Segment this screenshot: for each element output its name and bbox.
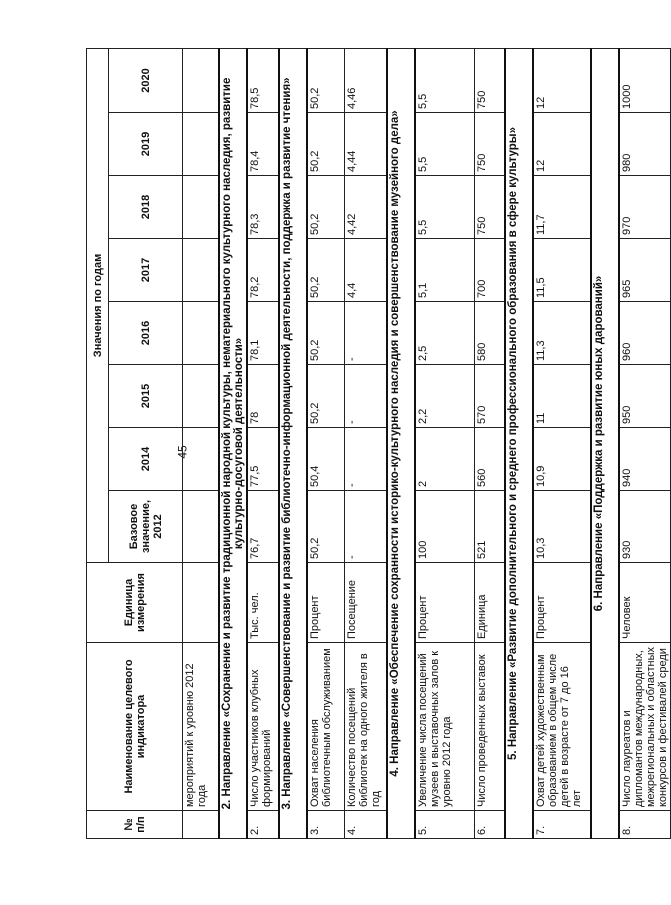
cell-value (183, 365, 219, 428)
header-year: 2018 (109, 176, 183, 239)
section-title: 3. Направление «Совершенствование и развитие библиотечно-информационной деятельности, поддержка и развитие чтения» (279, 48, 307, 838)
cell-value: 78,3 (247, 176, 279, 239)
table-row (475, 48, 505, 838)
cell-unit (183, 563, 219, 643)
cell-value: 50,2 (307, 113, 345, 176)
cell-value: 50,4 (307, 428, 345, 491)
cell-value: 1000 (619, 48, 671, 112)
cell-value: 11,7 (533, 176, 591, 239)
cell-value: 11,5 (533, 239, 591, 302)
header-year: 2017 (109, 239, 183, 302)
cell-num: 6. (475, 811, 505, 839)
section-row (387, 48, 415, 838)
cell-base: 930 (619, 491, 671, 563)
cell-name: Охват населения библиотечным обслуживанием (307, 643, 345, 811)
cell-value: 4,44 (345, 113, 387, 176)
section-row (279, 48, 307, 838)
header-num: № п/п (87, 811, 183, 839)
cell-value: 12 (533, 113, 591, 176)
cell-value (183, 239, 219, 302)
table-header (87, 48, 183, 838)
cell-name: Охват детей художественным образованием в общем числе детей в возрасте от 7 до 16 лет (533, 643, 591, 811)
cell-num: 8. (619, 811, 671, 839)
cell-unit: Процент (307, 563, 345, 643)
cell-base: 50,2 (307, 491, 345, 563)
cell-name: Количество посещений библиотек на одного жителя в год (345, 643, 387, 811)
header-values: Значения по годам (87, 48, 109, 562)
cell-name: Число лауреатов и дипломантов международных, межрегиональных и областных конкурсов и фестивалей среди (619, 643, 671, 811)
section-row (219, 48, 247, 838)
cell-value: 78 (247, 365, 279, 428)
cell-value: 78,5 (247, 48, 279, 112)
table-row (415, 48, 475, 838)
cell-value: - (345, 428, 387, 491)
cell-value (183, 302, 219, 365)
cell-value: 700 (475, 239, 505, 302)
cell-value (183, 176, 219, 239)
cell-unit: Посещение (345, 563, 387, 643)
cell-value: 970 (619, 176, 671, 239)
cell-value: 570 (475, 365, 505, 428)
section-title: 4. Направление «Обеспечение сохранности историко-культурного наследия и совершенствование музейного дела» (387, 48, 415, 838)
cell-value: - (345, 302, 387, 365)
table-row (307, 48, 345, 838)
table-row (183, 48, 219, 838)
cell-base (183, 491, 219, 563)
cell-value: 960 (619, 302, 671, 365)
header-year: 2016 (109, 302, 183, 365)
cell-value: 980 (619, 113, 671, 176)
cell-value: 750 (475, 113, 505, 176)
cell-value: 4,4 (345, 239, 387, 302)
cell-name: Увеличение числа посещений музеев и выставочных залов к уровню 2012 года (415, 643, 475, 811)
cell-unit: Единица (475, 563, 505, 643)
table-row (533, 48, 591, 838)
cell-value: 5,5 (415, 176, 475, 239)
header-base: Базовое значение, 2012 (109, 491, 183, 563)
cell-base: 100 (415, 491, 475, 563)
cell-name: Число проведенных выставок (475, 643, 505, 811)
cell-value: 78,4 (247, 113, 279, 176)
cell-value: 10,9 (533, 428, 591, 491)
cell-value: 580 (475, 302, 505, 365)
cell-value: 5,5 (415, 113, 475, 176)
cell-base: 521 (475, 491, 505, 563)
cell-value: 950 (619, 365, 671, 428)
cell-value (183, 113, 219, 176)
cell-unit: Процент (415, 563, 475, 643)
section-title: 5. Направление «Развитие дополнительного и среднего профессионального образования в сфере культуры» (505, 48, 533, 838)
cell-value: - (345, 365, 387, 428)
cell-value: 5,1 (415, 239, 475, 302)
cell-name: мероприятий к уровню 2012 года (183, 643, 219, 811)
cell-unit: Тыс. чел. (247, 563, 279, 643)
header-name: Наименование целевого индикатора (87, 643, 183, 811)
cell-unit: Человек (619, 563, 671, 643)
section-row (591, 48, 619, 838)
header-unit: Единица измерения (87, 563, 183, 643)
cell-value: 78,2 (247, 239, 279, 302)
cell-value: 50,2 (307, 48, 345, 112)
header-year: 2019 (109, 113, 183, 176)
cell-value: 50,2 (307, 365, 345, 428)
cell-value: 50,2 (307, 239, 345, 302)
cell-value: 2,2 (415, 365, 475, 428)
cell-value: 965 (619, 239, 671, 302)
table-body (183, 48, 671, 838)
cell-value: 77,5 (247, 428, 279, 491)
cell-value (183, 48, 219, 112)
cell-num: 2. (247, 811, 279, 839)
cell-name: Число участников клубных формирований (247, 643, 279, 811)
rotated-page-content (86, 49, 669, 839)
cell-value: 560 (475, 428, 505, 491)
cell-num: 5. (415, 811, 475, 839)
cell-value: 12 (533, 48, 591, 112)
table-row (619, 48, 671, 838)
cell-num: 3. (307, 811, 345, 839)
cell-value: 4,46 (345, 48, 387, 112)
cell-base: 10,3 (533, 491, 591, 563)
cell-value: 750 (475, 176, 505, 239)
cell-value: 2,5 (415, 302, 475, 365)
page-number: 45 (175, 445, 190, 459)
cell-value: 50,2 (307, 302, 345, 365)
header-year: 2014 (109, 428, 183, 491)
cell-base: - (345, 491, 387, 563)
cell-value: 11,3 (533, 302, 591, 365)
section-row (505, 48, 533, 838)
cell-value: 11 (533, 365, 591, 428)
table-row (345, 48, 387, 838)
cell-value: 750 (475, 48, 505, 112)
cell-base: 76,7 (247, 491, 279, 563)
cell-value (183, 428, 219, 491)
header-year: 2020 (109, 48, 183, 112)
cell-num: 7. (533, 811, 591, 839)
table-row (247, 48, 279, 838)
indicators-table (86, 48, 671, 839)
cell-unit: Процент (533, 563, 591, 643)
cell-value: 78,1 (247, 302, 279, 365)
cell-value: 940 (619, 428, 671, 491)
cell-value: 5,5 (415, 48, 475, 112)
cell-num: 4. (345, 811, 387, 839)
cell-value: 2 (415, 428, 475, 491)
section-title: 6. Направление «Поддержка и развитие юных дарований» (591, 48, 619, 838)
header-year: 2015 (109, 365, 183, 428)
section-title: 2. Направление «Сохранение и развитие традиционной народной культуры, нематериального культурного наследия, развитие культурно-досуговой деятельности» (219, 48, 247, 838)
cell-value: 4,42 (345, 176, 387, 239)
cell-num (183, 811, 219, 839)
cell-value: 50,2 (307, 176, 345, 239)
